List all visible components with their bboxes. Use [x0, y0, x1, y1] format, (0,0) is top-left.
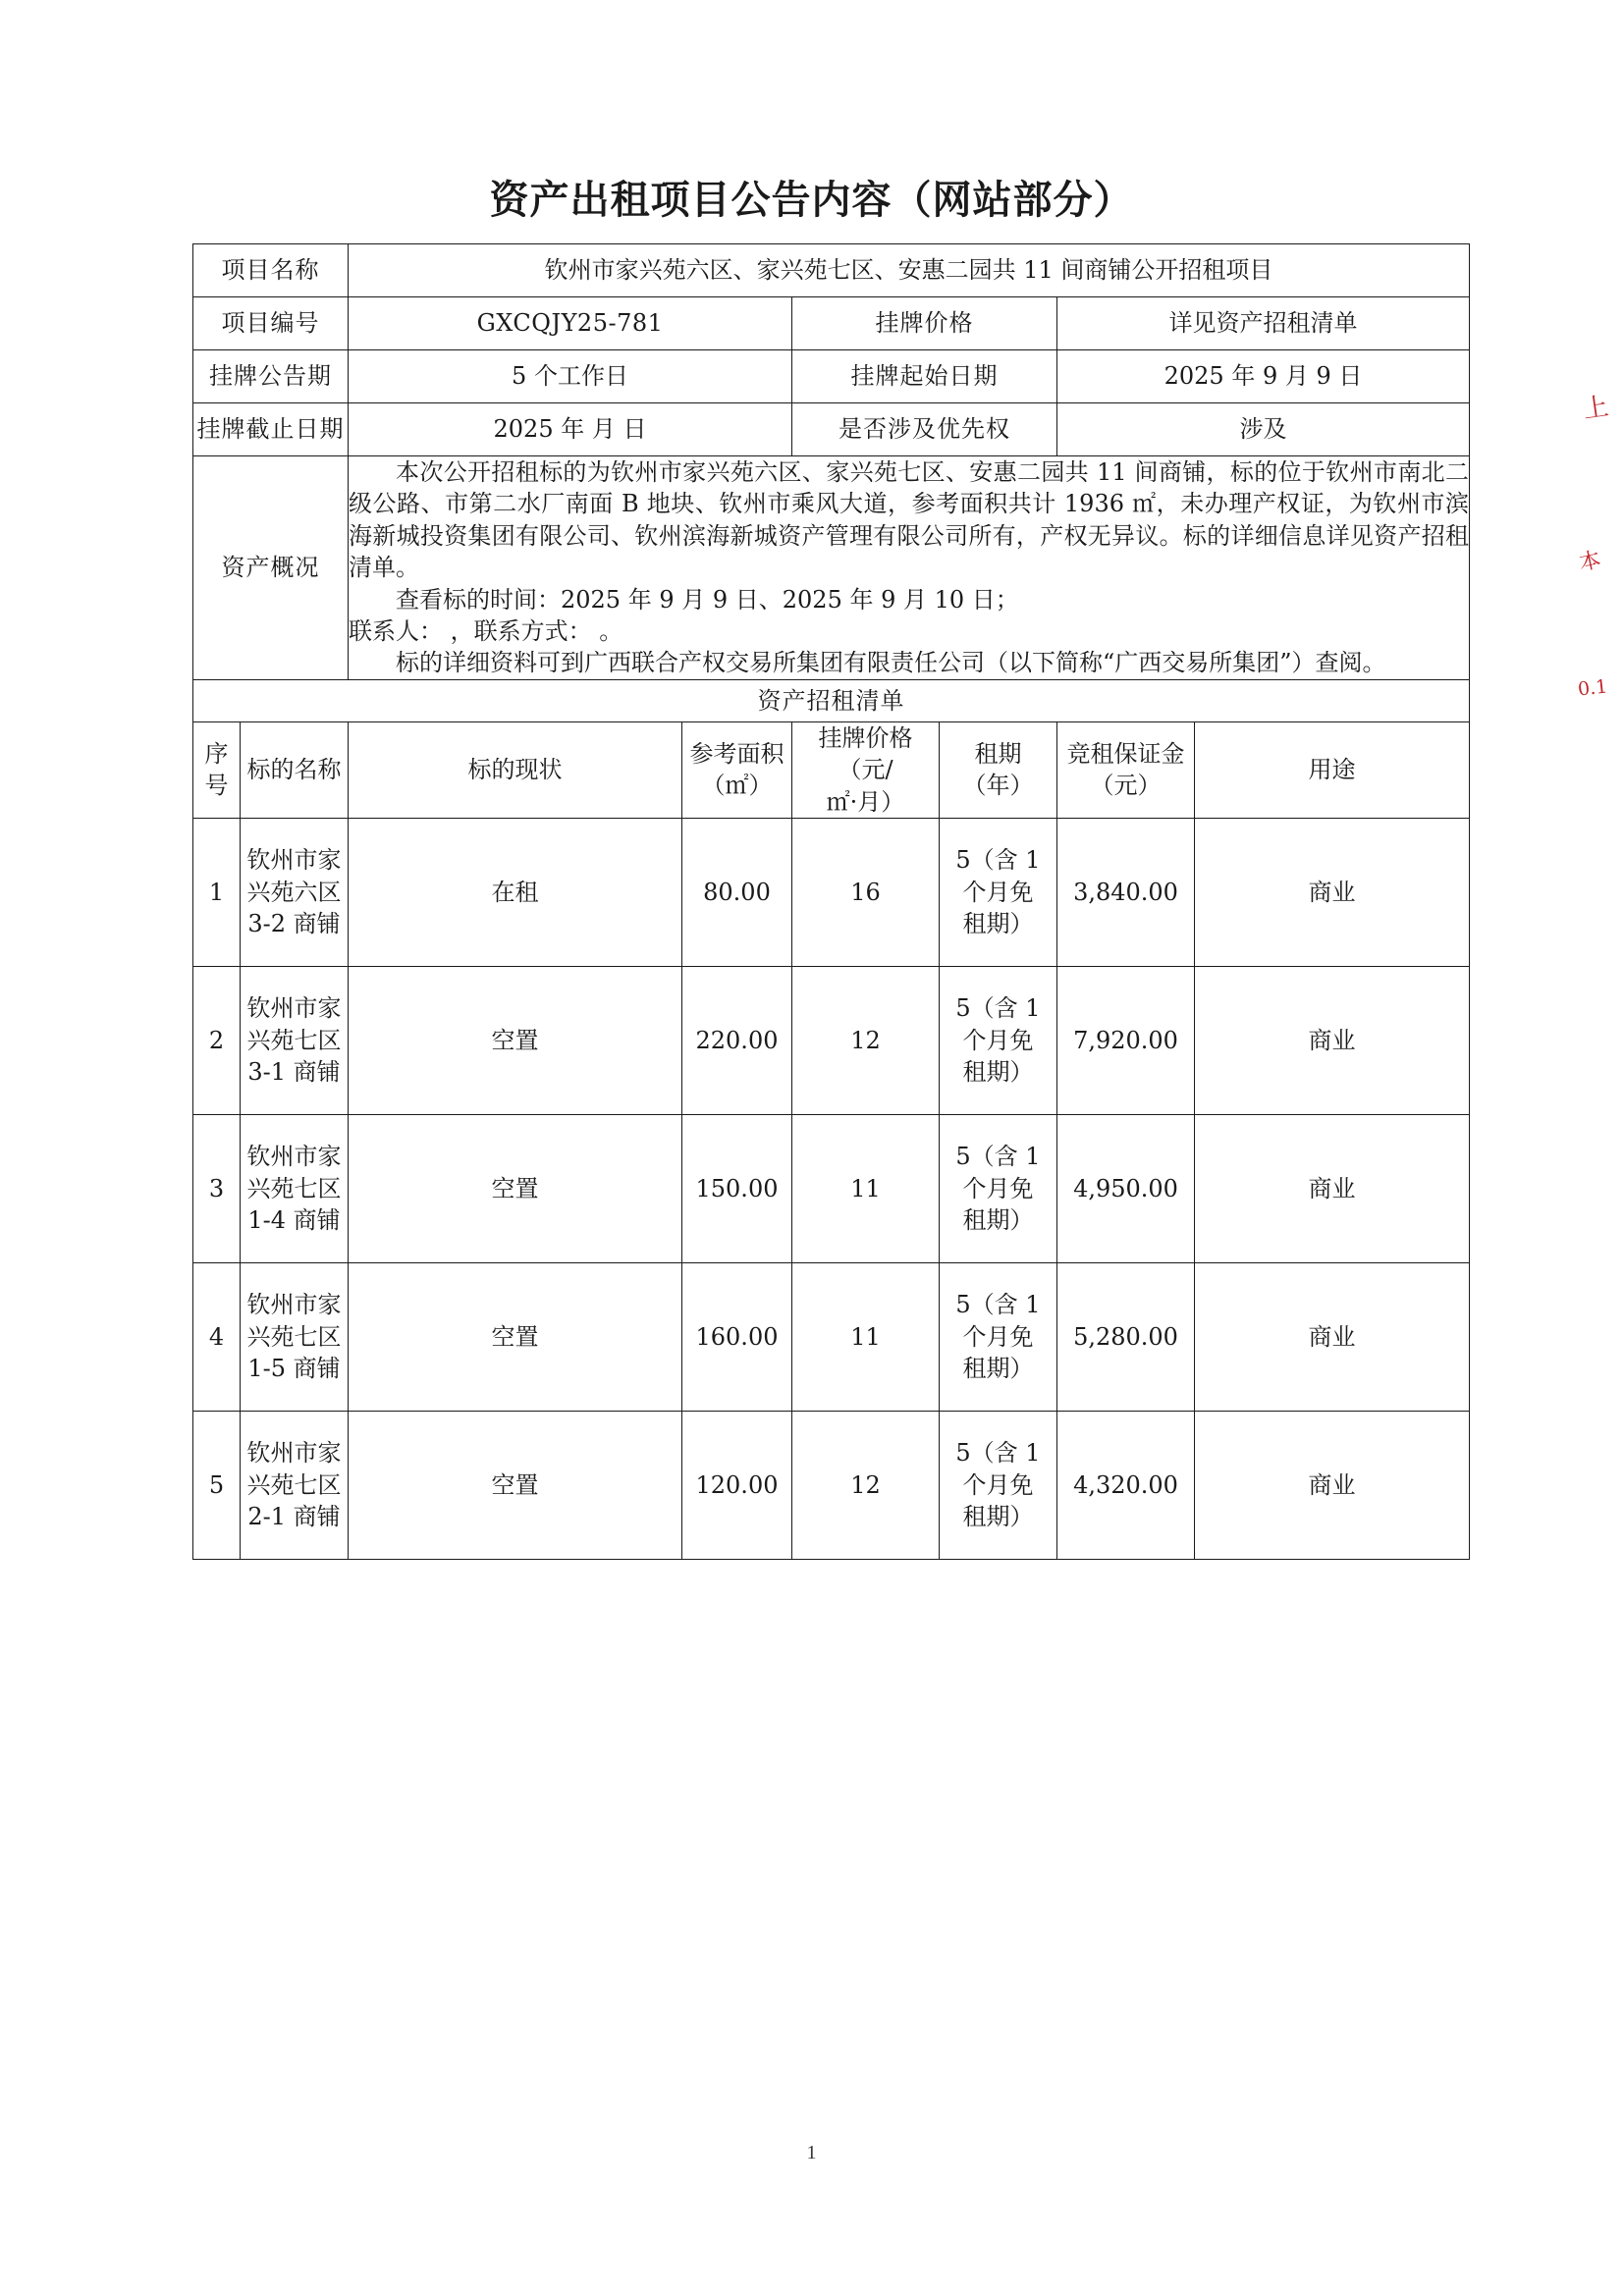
col-header-no-line1: 序 [204, 739, 229, 768]
table-row-list-subtitle [193, 679, 1470, 721]
value-asset-overview [349, 456, 1470, 680]
cell-name [241, 1411, 349, 1559]
list-subtitle: 资产招租清单 [193, 679, 1470, 721]
overview-paragraph-3: 联系人： ，联系方式： 。 [349, 616, 623, 645]
cell-name-line1: 钦州市家 [246, 846, 342, 875]
cell-term-line2: 个月免 [962, 1470, 1034, 1499]
col-header-price [792, 721, 940, 818]
value-priority: 涉及 [1057, 403, 1470, 456]
table-row-list-header [193, 721, 1470, 818]
value-end-date: 2025 年 月 日 [349, 403, 792, 456]
col-header-deposit-line2: （元） [1090, 772, 1162, 800]
cell-term [940, 1411, 1057, 1559]
cell-area: 220.00 [682, 966, 792, 1114]
cell-term-line3: 租期） [962, 1355, 1034, 1383]
col-header-term [940, 721, 1057, 818]
overview-paragraph-4: 标的详细资料可到广西联合产权交易所集团有限责任公司（以下简称“广西交易所集团”）查阅。 [396, 649, 1386, 677]
cell-term-line3: 租期） [962, 1206, 1034, 1235]
cell-name-line2: 兴苑七区 [246, 1470, 342, 1499]
cell-price: 16 [792, 818, 940, 966]
col-header-no-line2: 号 [204, 772, 229, 800]
overview-paragraph-2: 查看标的时间：2025 年 9 月 9 日、2025 年 9 月 10 日； [396, 585, 1019, 614]
cell-area: 80.00 [682, 818, 792, 966]
cell-usage: 商业 [1195, 1262, 1470, 1411]
cell-area: 160.00 [682, 1262, 792, 1411]
table-row [193, 818, 1470, 966]
cell-name-line3: 1-4 商铺 [247, 1206, 341, 1235]
cell-name [241, 1262, 349, 1411]
col-header-price-line3: ㎡·月） [826, 787, 905, 816]
col-header-term-line1: 租期 [974, 739, 1022, 768]
label-notice-period: 挂牌公告期 [193, 350, 349, 403]
cell-status: 空置 [349, 1262, 682, 1411]
value-start-date: 2025 年 9 月 9 日 [1057, 350, 1470, 403]
cell-name-line1: 钦州市家 [246, 994, 342, 1023]
cell-deposit: 4,950.00 [1057, 1114, 1195, 1262]
cell-name-line3: 3-1 商铺 [247, 1058, 341, 1087]
announcement-table [192, 243, 1470, 1560]
cell-usage: 商业 [1195, 818, 1470, 966]
cell-deposit: 7,920.00 [1057, 966, 1195, 1114]
cell-usage: 商业 [1195, 1411, 1470, 1559]
col-header-deposit-line1: 竞租保证金 [1066, 739, 1185, 768]
cell-no: 2 [193, 966, 241, 1114]
cell-deposit: 4,320.00 [1057, 1411, 1195, 1559]
cell-name-line2: 兴苑七区 [246, 1322, 342, 1351]
cell-area: 120.00 [682, 1411, 792, 1559]
cell-name [241, 1114, 349, 1262]
cell-term-line1: 5（含 1 [955, 846, 1041, 875]
cell-no: 5 [193, 1411, 241, 1559]
cell-name-line1: 钦州市家 [246, 1439, 342, 1468]
cell-name-line3: 2-1 商铺 [247, 1503, 341, 1531]
label-priority: 是否涉及优先权 [792, 403, 1057, 456]
margin-annotation-3: 0.1 [1576, 675, 1609, 701]
cell-term-line2: 个月免 [962, 1322, 1034, 1351]
cell-term [940, 1114, 1057, 1262]
cell-no: 3 [193, 1114, 241, 1262]
cell-name-line2: 兴苑七区 [246, 1026, 342, 1054]
value-project-name: 钦州市家兴苑六区、家兴苑七区、安惠二园共 11 间商铺公开招租项目 [349, 244, 1470, 297]
table-row-project-code [193, 297, 1470, 350]
cell-name [241, 818, 349, 966]
page-title: 资产出租项目公告内容（网站部分） [489, 177, 1134, 223]
cell-price: 11 [792, 1262, 940, 1411]
cell-status: 空置 [349, 1411, 682, 1559]
cell-deposit: 3,840.00 [1057, 818, 1195, 966]
col-header-usage: 用途 [1195, 721, 1470, 818]
cell-no: 1 [193, 818, 241, 966]
label-project-code: 项目编号 [193, 297, 349, 350]
cell-usage: 商业 [1195, 1114, 1470, 1262]
margin-annotation-2: 本 [1577, 547, 1603, 576]
col-header-price-line2: （元/ [838, 756, 893, 784]
label-listing-price: 挂牌价格 [792, 297, 1057, 350]
col-header-price-line1: 挂牌价格 [818, 723, 913, 752]
cell-usage: 商业 [1195, 966, 1470, 1114]
cell-term [940, 1262, 1057, 1411]
col-header-area-line1: 参考面积 [689, 739, 784, 768]
cell-status: 空置 [349, 1114, 682, 1262]
cell-area: 150.00 [682, 1114, 792, 1262]
cell-term-line3: 租期） [962, 910, 1034, 938]
cell-term-line2: 个月免 [962, 1026, 1034, 1054]
cell-name-line1: 钦州市家 [246, 1143, 342, 1171]
col-header-area-line2: （㎡） [701, 772, 773, 800]
margin-annotation-1: 上 [1581, 392, 1611, 425]
label-end-date: 挂牌截止日期 [193, 403, 349, 456]
cell-term-line1: 5（含 1 [955, 994, 1041, 1023]
cell-price: 12 [792, 966, 940, 1114]
cell-term-line1: 5（含 1 [955, 1291, 1041, 1319]
value-project-code: GXCQJY25-781 [349, 297, 792, 350]
cell-term [940, 818, 1057, 966]
cell-name-line2: 兴苑七区 [246, 1174, 342, 1202]
table-row-overview [193, 456, 1470, 680]
col-header-term-line2: （年） [962, 772, 1034, 800]
table-row [193, 1262, 1470, 1411]
cell-term-line2: 个月免 [962, 1174, 1034, 1202]
cell-status: 在租 [349, 818, 682, 966]
value-listing-price: 详见资产招租清单 [1057, 297, 1470, 350]
cell-name-line2: 兴苑六区 [246, 878, 342, 906]
table-row-project-name [193, 244, 1470, 297]
cell-price: 12 [792, 1411, 940, 1559]
cell-status: 空置 [349, 966, 682, 1114]
table-row [193, 1114, 1470, 1262]
col-header-deposit [1057, 721, 1195, 818]
table-row-end-date [193, 403, 1470, 456]
cell-name-line1: 钦州市家 [246, 1291, 342, 1319]
cell-name-line3: 1-5 商铺 [247, 1355, 341, 1383]
cell-term-line3: 租期） [962, 1058, 1034, 1087]
overview-paragraph-1: 本次公开招租标的为钦州市家兴苑六区、家兴苑七区、安惠二园共 11 间商铺，标的位于钦州市南北二级公路、市第二水厂南面 B 地块、钦州市乘风大道，参考面积共计 1936 ㎡，未办理产权证，为钦州市滨海新城投资集团有限公司、钦州滨海新城资产管理有限公司所有，产权无异议。标的详细信息详见资产招租清单。 [349, 458, 1470, 582]
label-start-date: 挂牌起始日期 [792, 350, 1057, 403]
cell-term-line1: 5（含 1 [955, 1439, 1041, 1468]
table-row [193, 1411, 1470, 1559]
label-project-name: 项目名称 [193, 244, 349, 297]
col-header-no [193, 721, 241, 818]
cell-no: 4 [193, 1262, 241, 1411]
table-row-notice-period [193, 350, 1470, 403]
cell-term-line2: 个月免 [962, 878, 1034, 906]
col-header-name: 标的名称 [241, 721, 349, 818]
col-header-status: 标的现状 [349, 721, 682, 818]
table-row [193, 966, 1470, 1114]
cell-name [241, 966, 349, 1114]
cell-price: 11 [792, 1114, 940, 1262]
page-number: 1 [806, 2142, 817, 2163]
label-asset-overview: 资产概况 [193, 456, 349, 680]
col-header-area [682, 721, 792, 818]
cell-term-line3: 租期） [962, 1503, 1034, 1531]
cell-deposit: 5,280.00 [1057, 1262, 1195, 1411]
cell-name-line3: 3-2 商铺 [247, 910, 341, 938]
cell-term [940, 966, 1057, 1114]
cell-term-line1: 5（含 1 [955, 1143, 1041, 1171]
value-notice-period: 5 个工作日 [349, 350, 792, 403]
